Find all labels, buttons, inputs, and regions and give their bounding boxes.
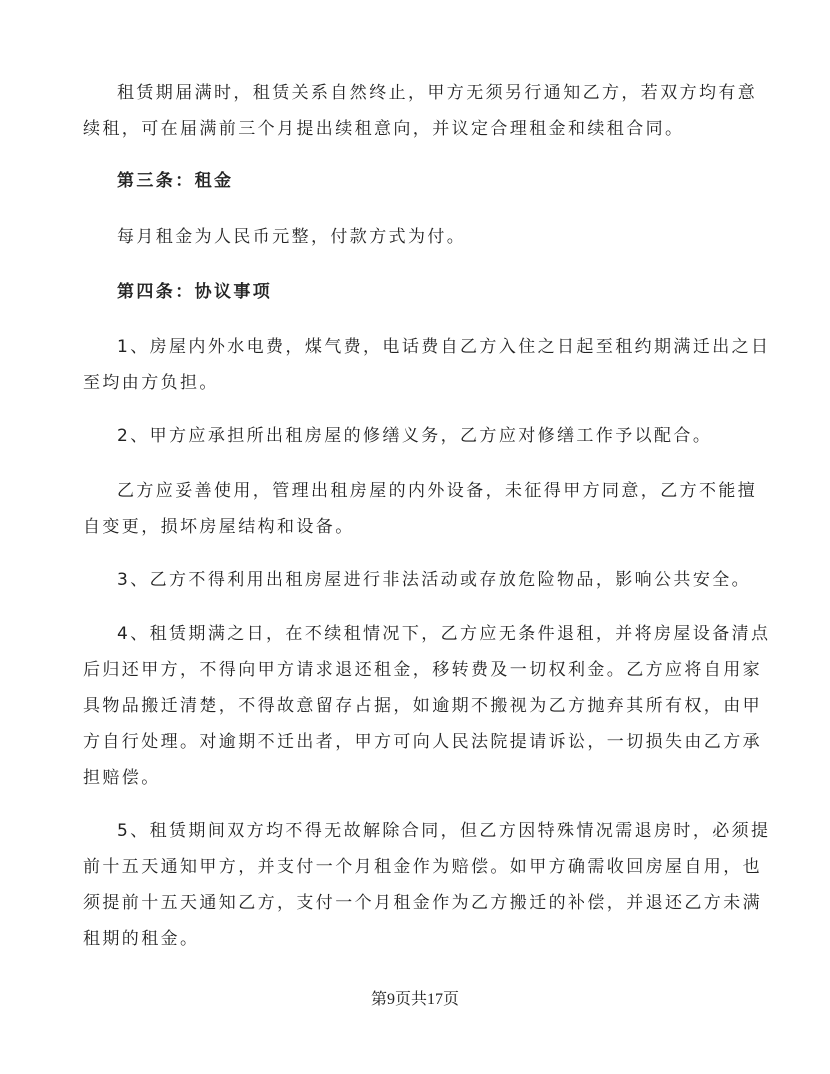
paragraph-line: 每月租金为人民币元整，付款方式为付。 (117, 227, 467, 247)
paragraph-line: 乙方应妥善使用，管理出租房屋的内外设备，未征得甲方同意，乙方不能擅 (117, 481, 758, 501)
paragraph-line: 自变更，损坏房屋结构和设备。 (83, 517, 355, 537)
paragraph-line: 2、甲方应承担所出租房屋的修缮义务，乙方应对修缮工作予以配合。 (117, 426, 713, 446)
paragraph-line: 担赔偿。 (83, 768, 161, 788)
paragraph-line: 5、租赁期间双方均不得无故解除合同，但乙方因特殊情况需退房时，必须提 (117, 821, 771, 841)
page-indicator: 第9页共17页 (370, 991, 459, 1008)
paragraph-line: 1、房屋内外水电费，煤气费，电话费自乙方入住之日起至租约期满迁出之日 (117, 337, 771, 357)
paragraph-line: 租期的租金。 (83, 929, 200, 949)
paragraph-line: 4、租赁期满之日，在不续租情况下，乙方应无条件退租，并将房屋设备清点 (117, 624, 771, 644)
paragraph-line: 须提前十五天通知乙方，支付一个月租金作为乙方搬迁的补偿，并退还乙方未满 (83, 893, 762, 913)
section-heading: 第四条：协议事项 (117, 282, 273, 302)
paragraph-line: 前十五天通知甲方，并支付一个月租金作为赔偿。如甲方确需收回房屋自用，也 (83, 857, 762, 877)
paragraph-line: 后归还甲方，不得向甲方请求退还租金，移转费及一切权利金。乙方应将自用家 (83, 660, 762, 680)
paragraph-line: 方自行处理。对逾期不迁出者，甲方可向人民法院提请诉讼，一切损失由乙方承 (83, 732, 762, 752)
paragraph-line: 至均由方负担。 (83, 373, 219, 393)
paragraph-line: 租赁期届满时，租赁关系自然终止，甲方无须另行通知乙方，若双方均有意 (117, 83, 758, 103)
paragraph-line: 3、乙方不得利用出租房屋进行非法活动或存放危险物品，影响公共安全。 (117, 570, 752, 590)
paragraph-line: 具物品搬迁清楚，不得故意留存占据，如逾期不搬视为乙方抛弃其所有权，由甲 (83, 696, 762, 716)
section-heading: 第三条：租金 (117, 171, 234, 191)
paragraph-line: 续租，可在届满前三个月提出续租意向，并议定合理租金和续租合同。 (83, 119, 685, 139)
